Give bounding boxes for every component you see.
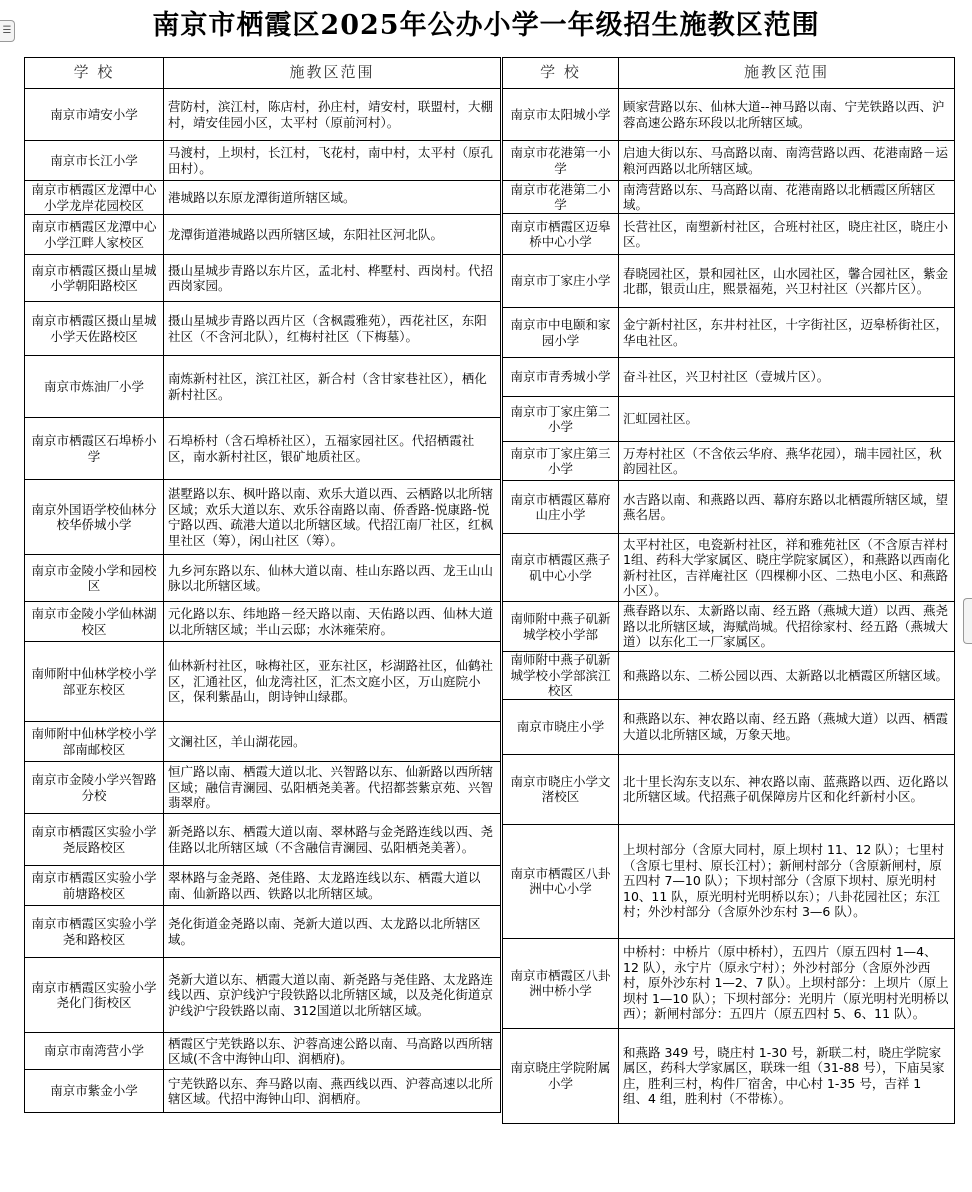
school-name: 南京市栖霞区迈皋桥中心小学 — [503, 214, 619, 255]
table-row — [25, 181, 501, 215]
catchment-area: 恒广路以南、栖霞大道以北、兴智路以东、仙新路以西所辖区域；融信青澜园、弘阳栖尧美著。代招都荟紫京苑、兴智翡翠府。 — [164, 762, 501, 814]
table-row — [503, 358, 955, 397]
table-row — [25, 906, 501, 958]
catchment-area: 水吉路以南、和燕路以西、幕府东路以北栖霞所辖区域，望燕名居。 — [619, 481, 955, 534]
school-name: 南京市栖霞区实验小学尧化门街校区 — [25, 958, 164, 1033]
table-row — [25, 1033, 501, 1070]
table-row — [25, 480, 501, 555]
table-row — [25, 89, 501, 141]
catchment-area: 石埠桥村（含石埠桥社区），五福家园社区。代招栖霞社区，南水新村社区，银矿地质社区。 — [164, 418, 501, 480]
catchment-area: 南湾营路以东、马高路以南、花港南路以北栖霞区所辖区域。 — [619, 181, 955, 214]
catchment-area: 汇虹园社区。 — [619, 397, 955, 442]
catchment-area: 马渡村，上坝村，长江村，飞花村，南中村，太平村（原孔田村）。 — [164, 141, 501, 181]
school-name: 南京市炼油厂小学 — [25, 356, 164, 418]
table-row — [503, 397, 955, 442]
school-name: 南京市栖霞区龙潭中心小学江畔人家校区 — [25, 215, 164, 255]
table-row — [503, 699, 955, 754]
table-row — [25, 302, 501, 356]
catchment-area: 摄山星城步青路以西片区（含枫霞雅苑），西花社区，东阳社区（不含河北队），红梅村社区（下梅墓）。 — [164, 302, 501, 356]
table-row — [25, 555, 501, 602]
school-name: 南京市金陵小学兴智路分校 — [25, 762, 164, 814]
table-row — [503, 938, 955, 1028]
table-row — [503, 442, 955, 481]
catchment-area: 上坝村部分（含原大同村，原上坝村 11、12 队）；七里村（含原七里村、原长江村）；新闸村部分（含原新闸村，原五四村 7—10 队）；下坝村部分（含原下坝村、原光明村 10、11 队，原光明村光明桥以东）；八卦花园社区；东江村；外沙村部分（含原外沙东村 3—6 队）。 — [619, 824, 955, 938]
catchment-area: 文澜社区，羊山湖花园。 — [164, 722, 501, 762]
catchment-area: 新尧路以东、栖霞大道以南、翠林路与金尧路连线以西、尧佳路以北所辖区域（不含融信青澜园、弘阳栖尧美著）。 — [164, 814, 501, 866]
left-table — [24, 57, 501, 1113]
right-table — [502, 57, 955, 1124]
school-name: 南师附中仙林学校小学部亚东校区 — [25, 642, 164, 722]
table-row — [25, 642, 501, 722]
table-row — [25, 958, 501, 1033]
school-name: 南京市太阳城小学 — [503, 89, 619, 141]
table-row — [503, 824, 955, 938]
school-name: 南京市花港第二小学 — [503, 181, 619, 214]
school-name: 南京市金陵小学和园校区 — [25, 555, 164, 602]
catchment-area: 翠林路与金尧路、尧佳路、太龙路连线以东、栖霞大道以南、仙新路以西、铁路以北所辖区域。 — [164, 866, 501, 906]
school-name: 南京市栖霞区实验小学尧和路校区 — [25, 906, 164, 958]
catchment-area: 中桥村：中桥片（原中桥村），五四片（原五四村 1—4、12 队），永宁片（原永宁村）；外沙村部分（含原外沙西村，原外沙东村 1—2、7 队）。上坝村部分：上坝片（原上坝村 1—10 队）；下坝村部分：光明片（原光明村光明桥以西）；新闸村部分：五四片（原五四村 5、6、11 队）。 — [619, 938, 955, 1028]
catchment-area: 燕春路以东、太新路以南、经五路（燕城大道）以西、燕尧路以北所辖区域，海赋尚城。代招徐家村、经五路（燕城大道）以东化工一厂家属区。 — [619, 602, 955, 652]
header-area: 施教区范围 — [619, 58, 955, 89]
catchment-area: 和燕路 349 号，晓庄村 1-30 号，新联二村，晓庄学院家属区，药科大学家属区，联珠一组（31-88 号），下庙吴家庄，胜利三村，构件厂宿舍，中心村 1-35 号，吉祥 1 组、4 组，胜利村（不带栋）。 — [619, 1028, 955, 1123]
table-row — [25, 141, 501, 181]
school-name: 南京市南湾营小学 — [25, 1033, 164, 1070]
school-name: 南师附中燕子矶新城学校小学部 — [503, 602, 619, 652]
catchment-area: 南炼新村社区，滨江社区，新合村（含甘家巷社区），栖化新村社区。 — [164, 356, 501, 418]
catchment-area: 摄山星城步青路以东片区，孟北村、桦墅村、西岗村。代招西岗家园。 — [164, 255, 501, 302]
school-name: 南京市栖霞区摄山星城小学天佐路校区 — [25, 302, 164, 356]
table-row — [25, 762, 501, 814]
left-edge-handle[interactable]: ☰ — [0, 20, 15, 42]
school-name: 南京市栖霞区摄山星城小学朝阳路校区 — [25, 255, 164, 302]
header-school: 学 校 — [503, 58, 619, 89]
table-row — [25, 418, 501, 480]
school-name: 南京市晓庄小学文渚校区 — [503, 754, 619, 824]
table-row — [25, 1070, 501, 1113]
catchment-area: 栖霞区宁芜铁路以东、沪蓉高速公路以南、马高路以西所辖区域(不含中海钟山印、润栖府)。 — [164, 1033, 501, 1070]
table-row — [25, 215, 501, 255]
catchment-area: 港城路以东原龙潭街道所辖区域。 — [164, 181, 501, 215]
catchment-area: 尧新大道以东、栖霞大道以南、新尧路与尧佳路、太龙路连线以西、京沪线沪宁段铁路以北所辖区域，以及尧化街道京沪线沪宁段铁路以南、312国道以北所辖区域。 — [164, 958, 501, 1033]
catchment-area: 北十里长沟东支以东、神农路以南、蓝燕路以西、迈化路以北所辖区域。代招燕子矶保障房片区和化纤新村小区。 — [619, 754, 955, 824]
school-name: 南京市栖霞区幕府山庄小学 — [503, 481, 619, 534]
catchment-area: 太平村社区，电瓷新村社区，祥和雅苑社区（不含原吉祥村1组、药科大学家属区、晓庄学院家属区），和燕路以西南化新村社区，吉祥庵社区（四棵柳小区、二热电小区、和燕路小区）。 — [619, 534, 955, 602]
table-row — [25, 866, 501, 906]
school-name: 南京市晓庄小学 — [503, 699, 619, 754]
table-row — [503, 141, 955, 181]
school-name: 南京市栖霞区燕子矶中心小学 — [503, 534, 619, 602]
catchment-area: 仙林新村社区，咏梅社区，亚东社区，杉湖路社区，仙鹤社区，汇通社区，仙龙湾社区，汇杰文庭小区，万山庭院小区，保利紫晶山，朗诗钟山绿郡。 — [164, 642, 501, 722]
table-row — [503, 255, 955, 308]
catchment-area: 宁芜铁路以东、奔马路以南、燕西线以西、沪蓉高速以北所辖区域。代招中海钟山印、润栖府。 — [164, 1070, 501, 1113]
school-name: 南京市栖霞区石埠桥小学 — [25, 418, 164, 480]
catchment-area: 金宁新村社区，东井村社区，十字街社区，迈皋桥街社区，华电社区。 — [619, 308, 955, 358]
table-row — [25, 356, 501, 418]
school-name: 南京市栖霞区八卦洲中心小学 — [503, 824, 619, 938]
catchment-area: 和燕路以东、二桥公园以西、太新路以北栖霞区所辖区域。 — [619, 652, 955, 700]
school-name: 南京外国语学校仙林分校华侨城小学 — [25, 480, 164, 555]
school-name: 南京市栖霞区龙潭中心小学龙岸花园校区 — [25, 181, 164, 215]
catchment-area: 龙潭街道港城路以西所辖区域，东阳社区河北队。 — [164, 215, 501, 255]
catchment-area: 九乡河东路以东、仙林大道以南、桂山东路以西、龙王山山脉以北所辖区域。 — [164, 555, 501, 602]
catchment-area: 顾家营路以东、仙林大道--神马路以南、宁芜铁路以西、沪蓉高速公路东环段以北所辖区域。 — [619, 89, 955, 141]
school-name: 南京市花港第一小学 — [503, 141, 619, 181]
catchment-area: 元化路以东、纬地路－经天路以南、天佑路以西、仙林大道以北所辖区域；半山云邸；水沐雍荣府。 — [164, 602, 501, 642]
school-name: 南京市丁家庄第三小学 — [503, 442, 619, 481]
school-name: 南京市靖安小学 — [25, 89, 164, 141]
school-name: 南京市丁家庄小学 — [503, 255, 619, 308]
catchment-area: 启迪大街以东、马高路以南、南湾营路以西、花港南路－运粮河西路以北所辖区域。 — [619, 141, 955, 181]
catchment-area: 营防村，滨江村，陈店村，孙庄村，靖安村，联盟村，大棚村，靖安佳园小区，太平村（原前河村）。 — [164, 89, 501, 141]
table-row — [503, 308, 955, 358]
school-name: 南京市金陵小学仙林湖校区 — [25, 602, 164, 642]
catchment-area: 长营社区，南塑新村社区，合班村社区，晓庄社区，晓庄小区。 — [619, 214, 955, 255]
school-name: 南京市紫金小学 — [25, 1070, 164, 1113]
school-name: 南京市青秀城小学 — [503, 358, 619, 397]
school-name: 南京市丁家庄第二小学 — [503, 397, 619, 442]
table-row — [503, 534, 955, 602]
school-name: 南京市中电颐和家园小学 — [503, 308, 619, 358]
school-name: 南京晓庄学院附属小学 — [503, 1028, 619, 1123]
school-name: 南京市栖霞区八卦洲中桥小学 — [503, 938, 619, 1028]
table-row — [25, 814, 501, 866]
school-name: 南京市栖霞区实验小学前塘路校区 — [25, 866, 164, 906]
catchment-area: 万寿村社区（不含依云华府、燕华花园），瑞丰园社区，秋韵园社区。 — [619, 442, 955, 481]
school-name: 南京市栖霞区实验小学尧辰路校区 — [25, 814, 164, 866]
table-row — [503, 602, 955, 652]
table-row — [503, 181, 955, 214]
table-row — [503, 754, 955, 824]
catchment-area: 和燕路以东、神农路以南、经五路（燕城大道）以西、栖霞大道以北所辖区域，万象天地。 — [619, 699, 955, 754]
table-row — [503, 481, 955, 534]
table-row — [25, 255, 501, 302]
table-row — [503, 652, 955, 700]
catchment-area: 尧化街道金尧路以南、尧新大道以西、太龙路以北所辖区域。 — [164, 906, 501, 958]
catchment-area: 湛墅路以东、枫叶路以南、欢乐大道以西、云栖路以北所辖区域；欢乐大道以东、欢乐谷南路以南、侨香路-悦康路-悦宁路以西、疏港大道以北所辖区域。代招江南厂社区，红枫里社区（筹），闲山社区（筹）。 — [164, 480, 501, 555]
catchment-area: 奋斗社区，兴卫村社区（壹城片区）。 — [619, 358, 955, 397]
table-row — [25, 722, 501, 762]
catchment-area: 春晓园社区，景和园社区，山水园社区，馨合园社区，紫金北郡，银贡山庄，熙景福苑，兴卫村社区（兴都片区）。 — [619, 255, 955, 308]
right-edge-handle[interactable] — [963, 598, 972, 644]
page-title: 南京市栖霞区2025年公办小学一年级招生施教区范围 — [152, 10, 820, 41]
school-name: 南师附中燕子矶新城学校小学部滨江校区 — [503, 652, 619, 700]
table-row — [503, 214, 955, 255]
table-row — [503, 1028, 955, 1123]
table-row — [503, 89, 955, 141]
header-area: 施教区范围 — [164, 58, 501, 89]
header-school: 学 校 — [25, 58, 164, 89]
table-row — [25, 602, 501, 642]
school-name: 南师附中仙林学校小学部南邮校区 — [25, 722, 164, 762]
school-name: 南京市长江小学 — [25, 141, 164, 181]
